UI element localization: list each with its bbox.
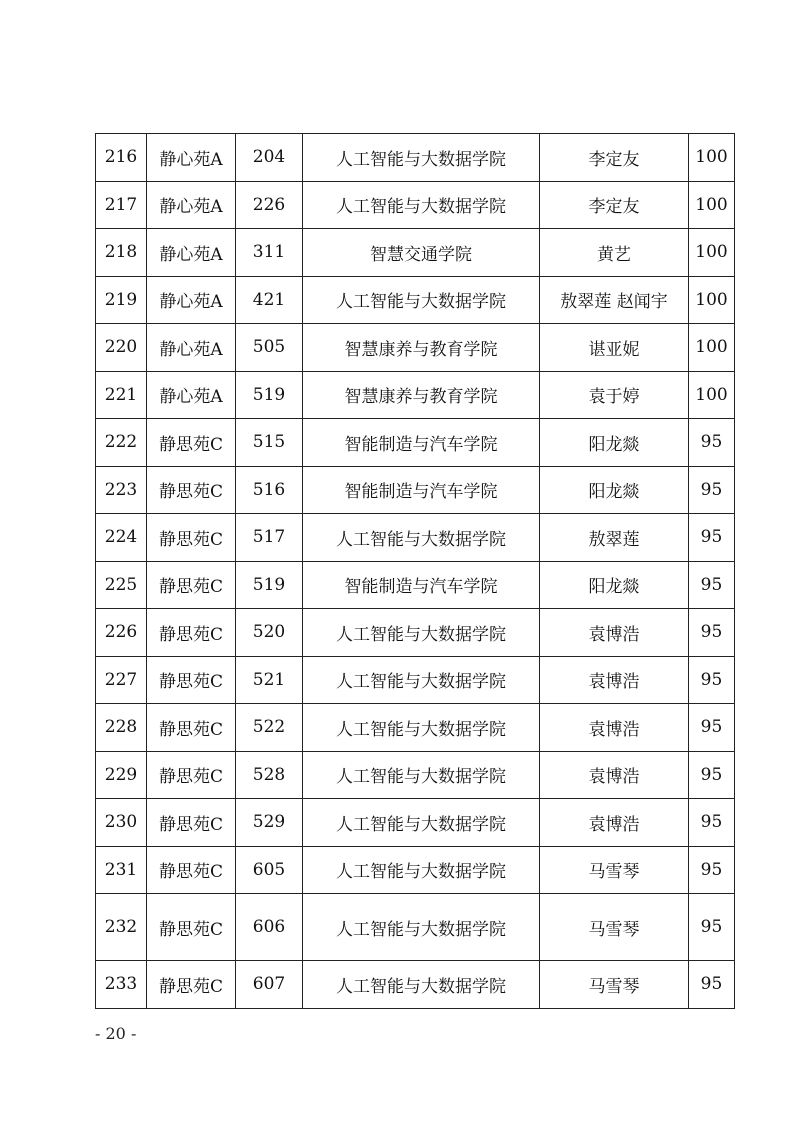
college-cell: 人工智能与大数据学院 [303,751,540,799]
name-cell: 袁博浩 [540,751,689,799]
name-cell: 黄艺 [540,229,689,277]
row-number: 228 [96,704,147,752]
name-cell: 马雪琴 [540,961,689,1009]
table-row [96,466,735,514]
room-cell: 421 [236,276,303,324]
name-cell: 谌亚妮 [540,324,689,372]
score-cell: 95 [689,704,735,752]
row-number: 219 [96,276,147,324]
college-cell: 人工智能与大数据学院 [303,134,540,182]
building-cell: 静思苑C [147,751,236,799]
room-cell: 528 [236,751,303,799]
score-cell: 100 [689,134,735,182]
building-cell: 静思苑C [147,514,236,562]
name-cell: 李定友 [540,181,689,229]
college-cell: 人工智能与大数据学院 [303,514,540,562]
table-row [96,561,735,609]
name-cell: 阳龙燚 [540,466,689,514]
row-number: 229 [96,751,147,799]
score-cell: 95 [689,609,735,657]
name-cell: 马雪琴 [540,894,689,961]
room-cell: 521 [236,656,303,704]
score-cell: 100 [689,181,735,229]
row-number: 217 [96,181,147,229]
college-cell: 智慧交通学院 [303,229,540,277]
score-cell: 95 [689,514,735,562]
row-number: 218 [96,229,147,277]
name-cell: 袁于婷 [540,371,689,419]
building-cell: 静思苑C [147,609,236,657]
college-cell: 人工智能与大数据学院 [303,846,540,894]
college-cell: 智慧康养与教育学院 [303,324,540,372]
room-cell: 519 [236,561,303,609]
score-cell: 95 [689,656,735,704]
building-cell: 静思苑C [147,561,236,609]
college-cell: 人工智能与大数据学院 [303,894,540,961]
row-number: 223 [96,466,147,514]
name-cell: 袁博浩 [540,704,689,752]
table-row [96,371,735,419]
college-cell: 智能制造与汽车学院 [303,561,540,609]
building-cell: 静心苑A [147,276,236,324]
score-cell: 95 [689,799,735,847]
table-row [96,751,735,799]
college-cell: 人工智能与大数据学院 [303,799,540,847]
table-row [96,961,735,1009]
building-cell: 静思苑C [147,419,236,467]
college-cell: 智能制造与汽车学院 [303,466,540,514]
college-cell: 智慧康养与教育学院 [303,371,540,419]
score-cell: 95 [689,466,735,514]
building-cell: 静思苑C [147,704,236,752]
score-cell: 95 [689,561,735,609]
building-cell: 静思苑C [147,656,236,704]
college-cell: 智能制造与汽车学院 [303,419,540,467]
room-cell: 522 [236,704,303,752]
room-cell: 606 [236,894,303,961]
table-row [96,656,735,704]
score-cell: 95 [689,846,735,894]
room-cell: 516 [236,466,303,514]
table-row [96,419,735,467]
name-cell: 敖翠莲 [540,514,689,562]
building-cell: 静心苑A [147,134,236,182]
room-cell: 226 [236,181,303,229]
room-cell: 529 [236,799,303,847]
score-cell: 100 [689,324,735,372]
name-cell: 李定友 [540,134,689,182]
row-number: 226 [96,609,147,657]
building-cell: 静心苑A [147,324,236,372]
row-number: 224 [96,514,147,562]
row-number: 232 [96,894,147,961]
college-cell: 人工智能与大数据学院 [303,276,540,324]
score-cell: 95 [689,961,735,1009]
building-cell: 静思苑C [147,894,236,961]
name-cell: 敖翠莲 赵闻宇 [540,276,689,324]
score-cell: 100 [689,371,735,419]
row-number: 222 [96,419,147,467]
table-row [96,276,735,324]
room-cell: 204 [236,134,303,182]
row-number: 216 [96,134,147,182]
building-cell: 静心苑A [147,229,236,277]
college-cell: 人工智能与大数据学院 [303,704,540,752]
building-cell: 静心苑A [147,181,236,229]
row-number: 225 [96,561,147,609]
score-cell: 95 [689,751,735,799]
row-number: 227 [96,656,147,704]
dormitory-score-table [95,133,735,1009]
building-cell: 静思苑C [147,961,236,1009]
table-row [96,609,735,657]
room-cell: 517 [236,514,303,562]
table-row [96,324,735,372]
name-cell: 阳龙燚 [540,561,689,609]
college-cell: 人工智能与大数据学院 [303,181,540,229]
table-row [96,181,735,229]
room-cell: 311 [236,229,303,277]
room-cell: 515 [236,419,303,467]
college-cell: 人工智能与大数据学院 [303,656,540,704]
table-row [96,514,735,562]
table-row [96,799,735,847]
table-body [96,134,735,1009]
row-number: 231 [96,846,147,894]
table-row [96,229,735,277]
room-cell: 505 [236,324,303,372]
name-cell: 马雪琴 [540,846,689,894]
row-number: 220 [96,324,147,372]
building-cell: 静思苑C [147,466,236,514]
room-cell: 520 [236,609,303,657]
page-number: - 20 - [95,1024,137,1043]
building-cell: 静思苑C [147,799,236,847]
table-row [96,846,735,894]
room-cell: 519 [236,371,303,419]
name-cell: 袁博浩 [540,799,689,847]
table-row [96,134,735,182]
name-cell: 阳龙燚 [540,419,689,467]
row-number: 233 [96,961,147,1009]
college-cell: 人工智能与大数据学院 [303,961,540,1009]
table-row [96,704,735,752]
room-cell: 607 [236,961,303,1009]
row-number: 221 [96,371,147,419]
building-cell: 静思苑C [147,846,236,894]
room-cell: 605 [236,846,303,894]
score-cell: 95 [689,894,735,961]
score-cell: 95 [689,419,735,467]
row-number: 230 [96,799,147,847]
name-cell: 袁博浩 [540,609,689,657]
name-cell: 袁博浩 [540,656,689,704]
building-cell: 静心苑A [147,371,236,419]
table-row [96,894,735,961]
college-cell: 人工智能与大数据学院 [303,609,540,657]
score-cell: 100 [689,276,735,324]
score-cell: 100 [689,229,735,277]
